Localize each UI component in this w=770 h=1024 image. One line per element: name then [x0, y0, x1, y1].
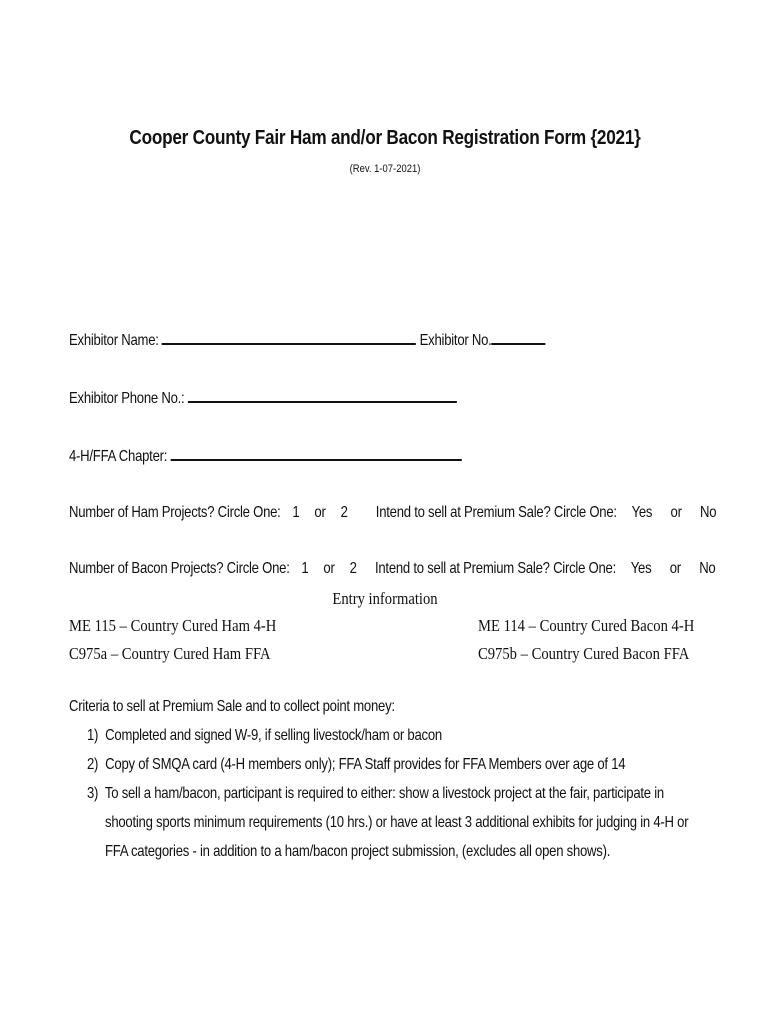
exhibitor-phone-field[interactable]	[188, 400, 457, 403]
bacon-or-text: or	[323, 560, 335, 577]
criteria-item-3-line-3: FFA categories - in addition to a ham/bacon project submission, (excludes all open shows).	[105, 843, 611, 860]
form-title: Cooper County Fair Ham and/or Bacon Registration Form {2021}	[129, 127, 641, 149]
entry-right-1: ME 114 – Country Cured Bacon 4-H	[478, 616, 695, 635]
ham-or-text: or	[314, 504, 326, 521]
ham-sell-yes[interactable]: Yes	[631, 504, 653, 521]
bacon-sell-question: Intend to sell at Premium Sale? Circle One:	[374, 560, 616, 577]
criteria-heading: Criteria to sell at Premium Sale and to collect point money:	[69, 698, 395, 715]
exhibitor-phone-label: Exhibitor Phone No.:	[69, 390, 185, 407]
exhibitor-name-field[interactable]	[162, 342, 416, 345]
exhibitor-no-label: Exhibitor No.	[419, 332, 492, 349]
entry-left-1: ME 115 – Country Cured Ham 4-H	[69, 616, 277, 635]
ham-option-2[interactable]: 2	[340, 504, 348, 521]
bacon-projects-row	[69, 560, 715, 578]
bacon-sell-yes[interactable]: Yes	[630, 560, 652, 577]
bacon-option-1[interactable]: 1	[301, 560, 309, 577]
chapter-field[interactable]	[171, 458, 462, 461]
entry-right-2: C975b – Country Cured Bacon FFA	[478, 644, 690, 663]
criteria-item-text-line-1: To sell a ham/bacon, participant is required to either: show a livestock project at the fair, participate in	[104, 785, 664, 802]
bacon-option-2[interactable]: 2	[349, 560, 357, 577]
chapter-label: 4-H/FFA Chapter:	[69, 448, 168, 465]
bacon-projects-question: Number of Bacon Projects? Circle One:	[69, 560, 290, 577]
ham-sell-no[interactable]: No	[700, 504, 717, 521]
exhibitor-no-field[interactable]	[492, 342, 546, 345]
criteria-item-2	[87, 756, 625, 774]
criteria-item-1	[87, 727, 442, 745]
exhibitor-name-label: Exhibitor Name:	[69, 332, 159, 349]
bacon-sell-no[interactable]: No	[699, 560, 716, 577]
ham-sell-question: Intend to sell at Premium Sale? Circle One:	[375, 504, 617, 521]
criteria-item-3-line-2: shooting sports minimum requirements (10 hrs.) or have at least 3 additional exhibits for judging in 4-H or	[105, 814, 689, 831]
ham-option-1[interactable]: 1	[292, 504, 300, 521]
ham-sell-or-text: or	[670, 504, 682, 521]
bacon-sell-or-text: or	[669, 560, 681, 577]
chapter-row	[69, 448, 462, 466]
criteria-item-number: 1)	[87, 727, 99, 744]
entry-left-2: C975a – Country Cured Ham FFA	[69, 644, 271, 663]
criteria-item-text: Completed and signed W-9, if selling livestock/ham or bacon	[105, 727, 442, 744]
ham-projects-question: Number of Ham Projects? Circle One:	[69, 504, 281, 521]
entry-info-heading: Entry information	[332, 589, 438, 608]
criteria-item-number: 3)	[87, 785, 99, 802]
criteria-item-number: 2)	[87, 756, 99, 773]
revision-date: (Rev. 1-07-2021)	[349, 163, 421, 175]
criteria-item-3	[87, 785, 664, 803]
exhibitor-phone-row	[69, 390, 457, 408]
exhibitor-name-row	[69, 332, 546, 350]
criteria-item-text: Copy of SMQA card (4-H members only); FFA Staff provides for FFA Members over age of 14	[105, 756, 626, 773]
ham-projects-row	[69, 504, 716, 522]
